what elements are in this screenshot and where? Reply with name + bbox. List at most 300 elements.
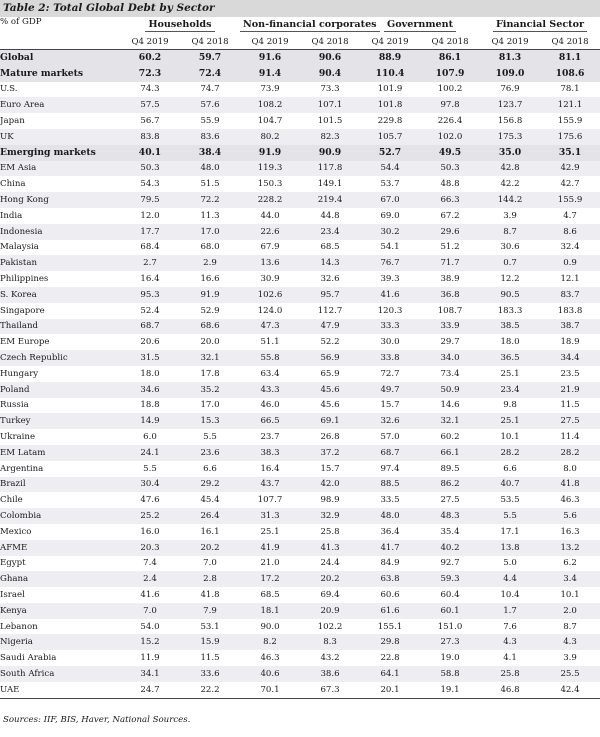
- value-cell: 23.4: [480, 382, 540, 398]
- value-cell: 45.6: [320, 400, 340, 411]
- value-cell: 91.9: [180, 287, 240, 303]
- value-cell: 43.2: [320, 653, 340, 664]
- period-header: Q4 2019: [240, 34, 300, 50]
- value-cell: 25.1: [480, 413, 540, 429]
- row-label: Global: [0, 50, 120, 66]
- row-label: U.S.: [0, 84, 18, 95]
- value-cell: 52.9: [200, 305, 220, 316]
- value-cell: 45.6: [300, 382, 360, 398]
- value-cell: 22.6: [240, 224, 300, 240]
- period-header: Q4 2019: [480, 34, 540, 50]
- value-cell: 28.2: [540, 445, 600, 461]
- value-cell: 13.8: [480, 540, 540, 556]
- sector-header-financial: [480, 17, 600, 34]
- value-cell: 108.6: [540, 66, 600, 82]
- value-cell: 67.3: [300, 682, 360, 698]
- table-row: [0, 224, 600, 240]
- value-cell: 48.3: [420, 508, 480, 524]
- table-row: [0, 571, 600, 587]
- value-cell: 31.5: [120, 350, 180, 366]
- table-row: [0, 161, 600, 177]
- value-cell: 29.8: [360, 634, 420, 650]
- table-row: [0, 540, 600, 556]
- value-cell: 57.0: [380, 432, 400, 443]
- sector-label: Non-financial corporates: [240, 19, 380, 32]
- value-cell: 30.4: [120, 477, 180, 493]
- row-label: S. Korea: [0, 287, 120, 303]
- value-cell: 53.5: [500, 495, 520, 506]
- value-cell: 48.8: [440, 179, 460, 190]
- value-cell: 56.9: [300, 350, 360, 366]
- value-cell: 6.6: [203, 463, 217, 474]
- value-cell: 46.3: [560, 495, 580, 506]
- value-cell: 29.7: [440, 337, 460, 348]
- value-cell: 0.9: [540, 255, 600, 271]
- value-cell: 90.6: [300, 50, 360, 66]
- value-cell: 1.7: [480, 603, 540, 619]
- value-cell: 67.9: [260, 242, 280, 253]
- value-cell: 8.7: [563, 621, 577, 632]
- value-cell: 24.1: [120, 445, 180, 461]
- value-cell: 78.1: [560, 84, 580, 95]
- value-cell: 149.1: [317, 179, 343, 190]
- row-label: Mexico: [0, 526, 32, 537]
- row-label: Lebanon: [0, 621, 38, 632]
- value-cell: 27.5: [440, 495, 460, 506]
- value-cell: 23.4: [300, 224, 360, 240]
- value-cell: 101.8: [360, 97, 420, 113]
- table-row: [0, 240, 600, 256]
- value-cell: 81.3: [480, 50, 540, 66]
- value-cell: 20.1: [360, 682, 420, 698]
- value-cell: 97.4: [380, 463, 400, 474]
- row-label: Euro Area: [0, 97, 120, 113]
- value-cell: 10.1: [560, 589, 580, 600]
- value-cell: 46.3: [260, 653, 280, 664]
- value-cell: 58.8: [420, 666, 480, 682]
- table-row: [0, 97, 600, 113]
- table-row: [0, 477, 600, 493]
- value-cell: 69.0: [380, 210, 400, 221]
- value-cell: 54.0: [140, 621, 160, 632]
- value-cell: 5.5: [143, 463, 157, 474]
- value-cell: 25.5: [540, 666, 600, 682]
- title-bar: [0, 0, 600, 17]
- value-cell: 11.4: [560, 432, 580, 443]
- value-cell: 91.6: [240, 50, 300, 66]
- value-cell: 92.7: [440, 558, 460, 569]
- value-cell: 14.9: [120, 413, 180, 429]
- value-cell: 30.2: [360, 224, 420, 240]
- value-cell: 32.6: [320, 274, 340, 285]
- period-header-row: [0, 34, 600, 50]
- value-cell: 11.5: [560, 400, 580, 411]
- table-row: [0, 524, 600, 540]
- table-row: [0, 634, 600, 650]
- value-cell: 25.2: [120, 508, 180, 524]
- value-cell: 35.1: [540, 145, 600, 161]
- value-cell: 22.2: [180, 682, 240, 698]
- value-cell: 4.4: [480, 571, 540, 587]
- table-row: [0, 666, 600, 682]
- value-cell: 46.8: [480, 682, 540, 698]
- table-row: [0, 113, 600, 129]
- value-cell: 155.1: [377, 621, 403, 632]
- row-label: EM Europe: [0, 337, 50, 348]
- row-label: Thailand: [0, 319, 120, 335]
- value-cell: 3.9: [563, 653, 577, 664]
- value-cell: 109.0: [480, 66, 540, 82]
- value-cell: 40.2: [420, 540, 480, 556]
- value-cell: 67.2: [440, 210, 460, 221]
- value-cell: 121.1: [540, 97, 600, 113]
- value-cell: 38.7: [540, 319, 600, 335]
- row-label: Singapore: [0, 305, 45, 316]
- table-row: [0, 255, 600, 271]
- value-cell: 74.7: [200, 84, 220, 95]
- period-header: Q4 2019: [360, 34, 420, 50]
- value-cell: 4.7: [563, 210, 577, 221]
- value-cell: 57.5: [120, 97, 180, 113]
- value-cell: 226.4: [437, 116, 463, 127]
- value-cell: 5.0: [503, 558, 517, 569]
- value-cell: 108.2: [240, 97, 300, 113]
- value-cell: 54.4: [360, 161, 420, 177]
- value-cell: 60.2: [120, 50, 180, 66]
- value-cell: 15.7: [320, 463, 340, 474]
- value-cell: 107.1: [300, 97, 360, 113]
- value-cell: 23.5: [560, 368, 580, 379]
- value-cell: 228.2: [240, 192, 300, 208]
- table-row: [0, 619, 600, 635]
- value-cell: 15.2: [120, 634, 180, 650]
- row-label: Indonesia: [0, 224, 120, 240]
- value-cell: 4.1: [503, 653, 517, 664]
- value-cell: 20.2: [300, 571, 360, 587]
- value-cell: 68.7: [360, 445, 420, 461]
- value-cell: 48.0: [180, 161, 240, 177]
- value-cell: 51.2: [440, 242, 460, 253]
- value-cell: 51.5: [200, 179, 220, 190]
- table-row: [0, 398, 600, 414]
- value-cell: 90.4: [300, 66, 360, 82]
- row-label: Hong Kong: [0, 192, 120, 208]
- row-label: Chile: [0, 495, 23, 506]
- value-cell: 42.4: [540, 682, 600, 698]
- value-cell: 25.8: [480, 666, 540, 682]
- period-header: Q4 2019: [120, 34, 180, 50]
- value-cell: 55.8: [240, 350, 300, 366]
- value-cell: 79.5: [120, 192, 180, 208]
- value-cell: 16.4: [140, 274, 160, 285]
- value-cell: 107.7: [257, 495, 283, 506]
- value-cell: 90.0: [260, 621, 280, 632]
- value-cell: 219.4: [300, 192, 360, 208]
- value-cell: 16.6: [200, 274, 220, 285]
- value-cell: 7.6: [503, 621, 517, 632]
- value-cell: 59.7: [180, 50, 240, 66]
- value-cell: 18.9: [560, 337, 580, 348]
- value-cell: 41.9: [240, 540, 300, 556]
- value-cell: 34.1: [120, 666, 180, 682]
- value-cell: 124.0: [257, 305, 283, 316]
- value-cell: 7.4: [143, 558, 157, 569]
- value-cell: 70.1: [240, 682, 300, 698]
- value-cell: 8.0: [563, 463, 577, 474]
- value-cell: 33.3: [360, 319, 420, 335]
- table-row: [0, 303, 600, 319]
- value-cell: 20.2: [180, 540, 240, 556]
- value-cell: 13.2: [540, 540, 600, 556]
- value-cell: 63.4: [260, 368, 280, 379]
- value-cell: 23.7: [260, 432, 280, 443]
- value-cell: 56.7: [140, 116, 160, 127]
- value-cell: 10.1: [500, 432, 520, 443]
- value-cell: 68.5: [260, 589, 280, 600]
- value-cell: 27.5: [540, 413, 600, 429]
- row-label: Russia: [0, 400, 29, 411]
- value-cell: 40.6: [240, 666, 300, 682]
- value-cell: 60.4: [440, 589, 460, 600]
- value-cell: 14.3: [300, 255, 360, 271]
- value-cell: 102.2: [317, 621, 343, 632]
- value-cell: 55.9: [200, 116, 220, 127]
- value-cell: 32.1: [180, 350, 240, 366]
- value-cell: 76.7: [360, 255, 420, 271]
- value-cell: 117.8: [300, 161, 360, 177]
- value-cell: 33.8: [360, 350, 420, 366]
- value-cell: 82.3: [300, 129, 360, 145]
- row-label: Kenya: [0, 603, 120, 619]
- value-cell: 69.4: [320, 589, 340, 600]
- value-cell: 26.8: [320, 432, 340, 443]
- sector-label: Financial Sector: [493, 19, 587, 32]
- value-cell: 42.7: [560, 179, 580, 190]
- row-label: Mature markets: [0, 66, 120, 82]
- value-cell: 3.4: [540, 571, 600, 587]
- value-cell: 51.1: [260, 337, 280, 348]
- value-cell: 52.2: [320, 337, 340, 348]
- value-cell: 50.3: [120, 161, 180, 177]
- value-cell: 108.7: [437, 305, 463, 316]
- value-cell: 65.9: [320, 368, 340, 379]
- value-cell: 63.8: [360, 571, 420, 587]
- value-cell: 41.6: [360, 287, 420, 303]
- value-cell: 29.2: [180, 477, 240, 493]
- row-label: Hungary: [0, 368, 39, 379]
- value-cell: 30.0: [380, 337, 400, 348]
- value-cell: 73.4: [440, 368, 460, 379]
- value-cell: 37.2: [300, 445, 360, 461]
- value-cell: 27.3: [420, 634, 480, 650]
- row-label: Saudi Arabia: [0, 653, 57, 664]
- value-cell: 89.5: [440, 463, 460, 474]
- row-label: China: [0, 179, 26, 190]
- value-cell: 151.0: [437, 621, 463, 632]
- value-cell: 91.9: [240, 145, 300, 161]
- value-cell: 53.1: [200, 621, 220, 632]
- value-cell: 80.2: [240, 129, 300, 145]
- table-row: [0, 603, 600, 619]
- value-cell: 68.5: [320, 242, 340, 253]
- row-label: Ukraine: [0, 432, 36, 443]
- value-cell: 20.3: [120, 540, 180, 556]
- value-cell: 20.9: [300, 603, 360, 619]
- value-cell: 34.4: [540, 350, 600, 366]
- value-cell: 4.3: [540, 634, 600, 650]
- value-cell: 183.8: [557, 305, 583, 316]
- value-cell: 33.5: [380, 495, 400, 506]
- value-cell: 25.1: [260, 526, 280, 537]
- value-cell: 183.3: [497, 305, 523, 316]
- value-cell: 25.1: [500, 368, 520, 379]
- value-cell: 0.7: [480, 255, 540, 271]
- row-label: India: [0, 210, 23, 221]
- value-cell: 41.8: [540, 477, 600, 493]
- value-cell: 11.9: [140, 653, 160, 664]
- table-row: [0, 66, 600, 82]
- value-cell: 72.3: [120, 66, 180, 82]
- value-cell: 23.6: [180, 445, 240, 461]
- value-cell: 45.4: [200, 495, 220, 506]
- value-cell: 102.6: [240, 287, 300, 303]
- table-row: [0, 271, 600, 287]
- value-cell: 107.9: [420, 66, 480, 82]
- row-label: Emerging markets: [0, 145, 120, 161]
- value-cell: 8.2: [240, 634, 300, 650]
- value-cell: 38.9: [440, 274, 460, 285]
- value-cell: 6.6: [503, 463, 517, 474]
- row-label: South Africa: [0, 666, 120, 682]
- value-cell: 12.1: [560, 274, 580, 285]
- table-row: [0, 461, 600, 477]
- value-cell: 8.3: [300, 634, 360, 650]
- row-label: Poland: [0, 382, 120, 398]
- value-cell: 5.6: [540, 508, 600, 524]
- value-cell: 32.9: [300, 508, 360, 524]
- value-cell: 19.1: [420, 682, 480, 698]
- value-cell: 81.1: [540, 50, 600, 66]
- value-cell: 42.2: [500, 179, 520, 190]
- sector-header-nfc: [240, 17, 377, 34]
- table-row: [0, 350, 600, 366]
- value-cell: 41.8: [200, 589, 220, 600]
- value-cell: 101.9: [377, 84, 403, 95]
- table-row: [0, 192, 600, 208]
- table-row: [0, 145, 600, 161]
- source-note: Sources: IIF, BIS, Haver, National Sources.: [3, 715, 191, 725]
- value-cell: 112.7: [317, 305, 343, 316]
- value-cell: 14.6: [440, 400, 460, 411]
- row-label: Philippines: [0, 274, 49, 285]
- value-cell: 73.9: [260, 84, 280, 95]
- value-cell: 7.9: [180, 603, 240, 619]
- value-cell: 20.0: [200, 337, 220, 348]
- value-cell: 61.6: [360, 603, 420, 619]
- table-row: [0, 682, 600, 698]
- value-cell: 86.1: [420, 50, 480, 66]
- value-cell: 7.0: [120, 603, 180, 619]
- value-cell: 34.6: [120, 382, 180, 398]
- value-cell: 69.1: [300, 413, 360, 429]
- value-cell: 40.1: [120, 145, 180, 161]
- value-cell: 41.6: [140, 589, 160, 600]
- value-cell: 20.6: [140, 337, 160, 348]
- value-cell: 44.0: [260, 210, 280, 221]
- row-label: EM Asia: [0, 161, 120, 177]
- value-cell: 95.7: [300, 287, 360, 303]
- value-cell: 47.6: [140, 495, 160, 506]
- value-cell: 90.9: [300, 145, 360, 161]
- table-title: Table 2: Total Global Debt by Sector: [3, 2, 215, 14]
- table-row: [0, 429, 600, 445]
- value-cell: 8.6: [540, 224, 600, 240]
- value-cell: 18.0: [500, 337, 520, 348]
- value-cell: 46.0: [260, 400, 280, 411]
- value-cell: 42.8: [480, 161, 540, 177]
- value-cell: 17.8: [200, 368, 220, 379]
- value-cell: 101.5: [317, 116, 343, 127]
- value-cell: 31.3: [240, 508, 300, 524]
- value-cell: 16.4: [260, 463, 280, 474]
- row-label: Ghana: [0, 571, 120, 587]
- value-cell: 38.6: [300, 666, 360, 682]
- table-row: [0, 287, 600, 303]
- value-cell: 7.0: [203, 558, 217, 569]
- table-row: [0, 208, 600, 224]
- value-cell: 5.5: [203, 432, 217, 443]
- value-cell: 3.9: [503, 210, 517, 221]
- value-cell: 18.1: [240, 603, 300, 619]
- row-label: Brazil: [0, 477, 120, 493]
- row-label: Pakistan: [0, 255, 120, 271]
- period-header-spacer: [0, 34, 120, 50]
- table-row: [0, 413, 600, 429]
- value-cell: 123.7: [480, 97, 540, 113]
- value-cell: 48.0: [360, 508, 420, 524]
- value-cell: 30.6: [500, 242, 520, 253]
- value-cell: 68.4: [140, 242, 160, 253]
- value-cell: 110.4: [360, 66, 420, 82]
- value-cell: 49.7: [360, 382, 420, 398]
- value-cell: 68.0: [200, 242, 220, 253]
- value-cell: 47.3: [240, 319, 300, 335]
- value-cell: 54.1: [380, 242, 400, 253]
- value-cell: 40.7: [480, 477, 540, 493]
- value-cell: 16.1: [200, 526, 220, 537]
- value-cell: 36.8: [420, 287, 480, 303]
- value-cell: 41.3: [300, 540, 360, 556]
- value-cell: 35.0: [480, 145, 540, 161]
- value-cell: 66.5: [240, 413, 300, 429]
- value-cell: 11.3: [200, 210, 220, 221]
- value-cell: 2.4: [120, 571, 180, 587]
- value-cell: 22.8: [380, 653, 400, 664]
- value-cell: 2.8: [180, 571, 240, 587]
- value-cell: 59.3: [420, 571, 480, 587]
- value-cell: 17.1: [500, 526, 520, 537]
- table-row: [0, 445, 600, 461]
- value-cell: 12.2: [500, 274, 520, 285]
- period-header: Q4 2018: [300, 34, 360, 50]
- value-cell: 50.9: [420, 382, 480, 398]
- value-cell: 91.4: [240, 66, 300, 82]
- value-cell: 16.0: [140, 526, 160, 537]
- value-cell: 175.6: [540, 129, 600, 145]
- value-cell: 88.9: [360, 50, 420, 66]
- sector-label: Government: [384, 19, 456, 32]
- value-cell: 41.7: [360, 540, 420, 556]
